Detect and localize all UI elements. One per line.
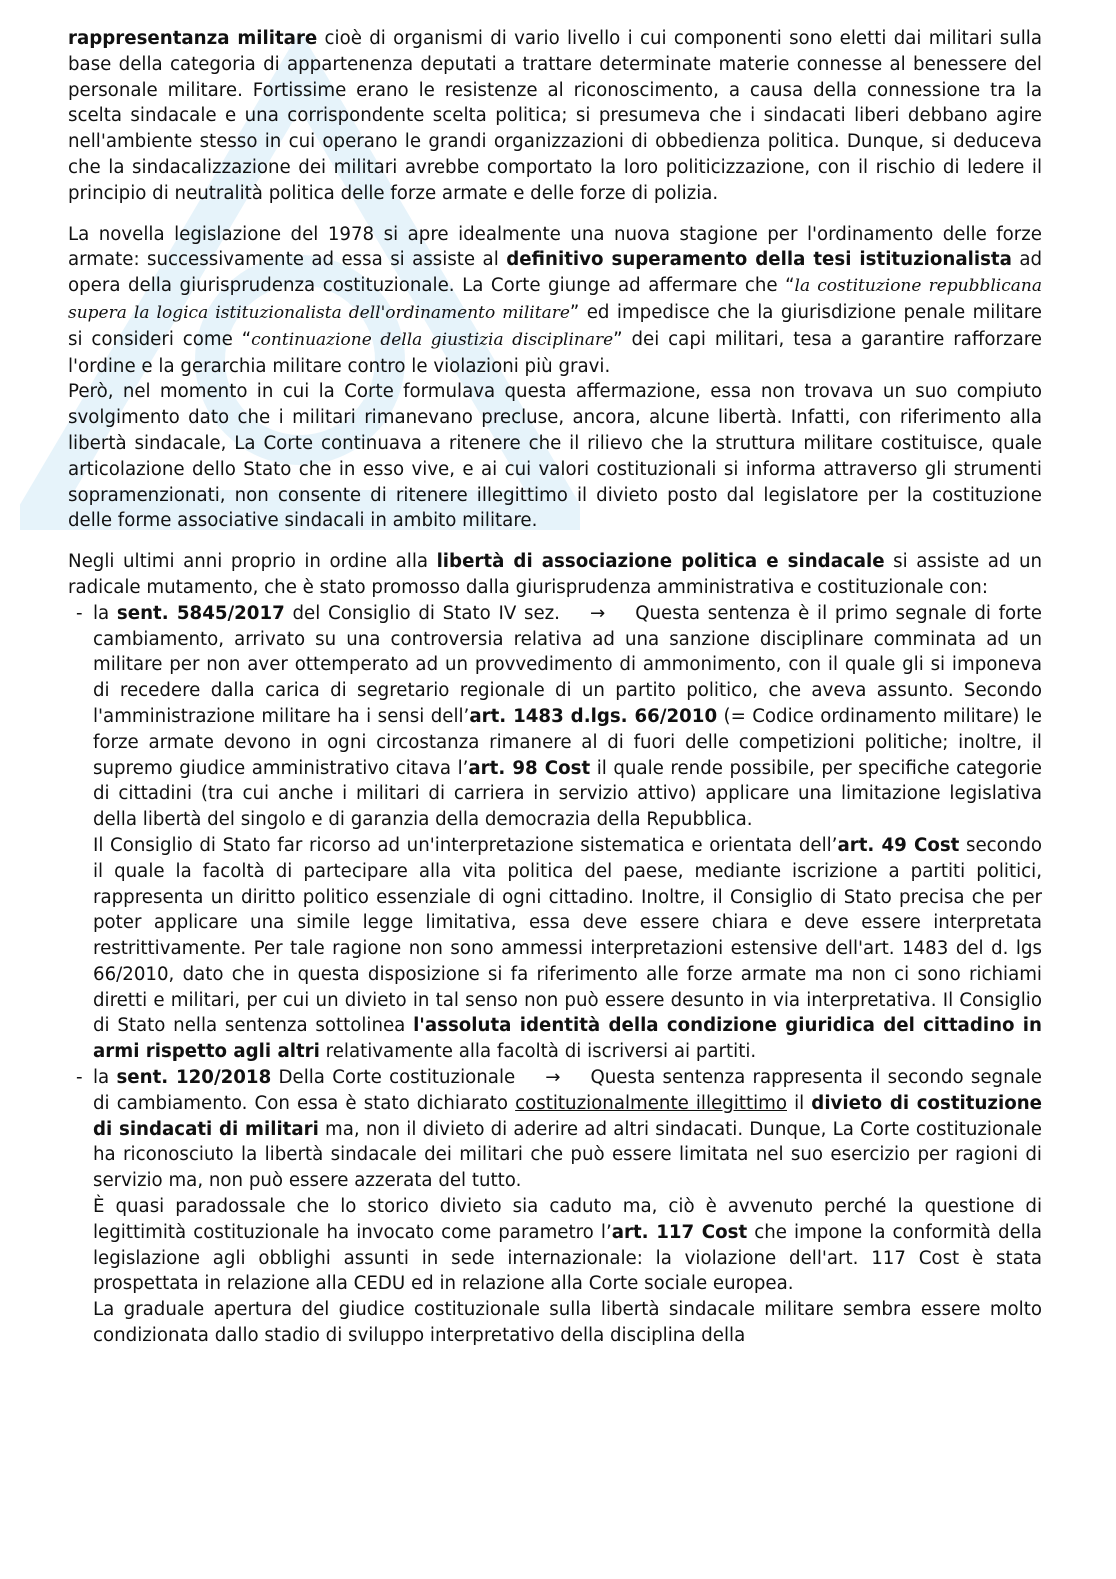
sub-paragraph: La graduale apertura del giudice costituzionale sulla libertà sindacale militare sembra essere molto condizionata dallo stadio di sviluppo interpretativo della disciplina della [93,1299,1042,1347]
right-arrow-icon: → [589,602,606,624]
underlined-term: costituzionalmente illegittimo [515,1092,787,1114]
right-arrow-icon: → [545,1067,561,1089]
quotation: la costituzione repubblicana supera la logica istituzionalista dell'ordinamento militare [68,276,1042,323]
bullet-dash: - [76,602,83,624]
sub-paragraph: Il Consiglio di Stato far ricorso ad un'interpretazione sistematica e orientata dell’art. 49 Cost secondo il quale la facoltà di partecipare alla vita politica del paese, mediante iscrizione a partiti politici, rappresenta un diritto politico essenziale di ogni cittadino. Inoltre, il Consiglio di Stato precisa che per poter applicare una simile legge limitativa, essa deve essere chiara e deve essere interpretata restrittivamente. Per tale ragione non sono ammessi interpretazioni estensive dell'art. 1483 del d. lgs 66/2010, dato che in questa disposizione si fa riferimento alle forze armate ma non ci sono richiami diretti e militari, per cui un divieto in tal senso non può essere desunto in via interpretativa. Il Consiglio di Stato nella sentenza sottolinea l'assoluta identità della condizione giuridica del cittadino in armi rispetto agli altri relativamente alla facoltà di iscriversi ai partiti. [93,834,1042,1063]
rulings-list [68,601,1042,1349]
bold-term: art. 49 Cost [837,834,960,856]
bold-term: libertà di associazione politica e sindacale [436,551,885,573]
list-item: - la sent. 120/2018 Della Corte costituzionale → Questa sentenza rappresenta il secondo segnale di cambiamento. Con essa è stato dichiarato costituzionalmente illegittimo il divieto di costituzione di sindacati di militari ma, non il divieto di aderire ad altri sindacati. Dunque, La Corte costituzionale ha riconosciuto la libertà sindacale dei militari che può essere limitata nel suo esercizio per ragioni di servizio ma, non può essere azzerata del tutto. È quasi paradossale che lo storico divieto sia caduto ma, ciò è avvenuto perché la questione di legittimità costituzionale ha invocato come parametro l’art. 117 Cost che impone la conformità della legislazione agli obblighi assunti in sede internazionale: la violazione dell'art. 117 Cost è stata prospettata in relazione alla CEDU ed in relazione alla Corte sociale europea. La graduale apertura del giudice costituzionale sulla libertà sindacale militare sembra essere molto condizionata dallo stadio di sviluppo interpretativo della disciplina della [68,1065,1042,1349]
sub-paragraph: È quasi paradossale che lo storico divieto sia caduto ma, ciò è avvenuto perché la questione di legittimità costituzionale ha invocato come parametro l’art. 117 Cost che impone la conformità della legislazione agli obblighi assunti in sede internazionale: la violazione dell'art. 117 Cost è stata prospettata in relazione alla CEDU ed in relazione alla Corte sociale europea. [93,1196,1043,1295]
bold-term: art. 117 Cost [611,1221,748,1243]
bold-term: art. 1483 d.lgs. 66/2010 [469,705,718,727]
paragraph-novella-legislazione: La novella legislazione del 1978 si apre idealmente una nuova stagione per l'ordinamento delle forze armate: successivamente ad essa si assiste al definitivo superamento della tesi istituzionalista ad opera della giurisprudenza costituzionale. La Corte giunge ad affermare che “la costituzione repubblicana supera la logica istituzionalista dell'ordinamento militare” ed impedisce che la giurisdizione penale militare si consideri come “continuazione della giustizia disciplinare” dei capi militari, tesa a garantire rafforzare l'ordine e la gerarchia militare contro le violazioni più gravi. [68,223,1043,377]
bold-term: rappresentanza militare [68,28,318,49]
bold-term: divieto di costituzione di sindacati di militari [93,1092,1042,1140]
quotation: continuazione della giustizia disciplinare [251,329,614,350]
bold-term: art. 98 Cost [468,757,591,779]
bullet-dash: - [76,1067,83,1089]
paragraph-negli-ultimi-anni: Negli ultimi anni proprio in ordine alla libertà di associazione politica e sindacale si assiste ad un radicale mutamento, che è stato promosso dalla giurisprudenza amministrativa e costituzionale con: [68,551,1043,598]
paragraph-pero: Però, nel momento in cui la Corte formulava questa affermazione, essa non trovava un suo compiuto svolgimento dato che i militari rimanevano precluse, ancora, alcune libertà. Infatti, con riferimento alla libertà sindacale, La Corte continuava a ritenere che il rilievo che la struttura militare costituisce, quale articolazione dello Stato che in esso vive, e ai cui valori costituzionali si informa attraverso gli strumenti sopramenzionati, non consente di ritenere illegittimo il divieto posto dal legislatore per la costituzione delle forme associative sindacali in ambito militare. [68,381,1042,532]
bold-term: sent. 120/2018 [116,1067,272,1089]
list-item: - la sent. 5845/2017 del Consiglio di Stato IV sez. → Questa sentenza è il primo segnale di forte cambiamento, arrivato su una controversia relativa ad una sanzione disciplinare comminata ad un militare per non aver ottemperato ad un provvedimento di ammonimento, con il quale gli si imponeva di recedere dalla carica di segretario regionale di un partito politico, che aveva assunto. Secondo l'amministrazione militare ha i sensi dell’art. 1483 d.lgs. 66/2010 (= Codice ordinamento militare) le forze armate devono in ogni circostanza rimanere al di fuori delle competizioni politiche; inoltre, il supremo giudice amministrativo citava l’art. 98 Cost il quale rende possibile, per specifiche categorie di cittadini (tra cui anche i militari di carriera in servizio attivo) applicare una limitazione legislativa della libertà del singolo e di garanzia della democrazia della Repubblica. Il Consiglio di Stato far ricorso ad un'interpretazione sistematica e orientata dell’art. 49 Cost secondo il quale la facoltà di partecipare alla vita politica del paese, mediante iscrizione a partiti politici, rappresenta un diritto politico essenziale di ogni cittadino. Inoltre, il Consiglio di Stato precisa che per poter applicare una simile legge limitativa, essa deve essere chiara e deve essere interpretata restrittivamente. Per tale ragione non sono ammessi interpretazioni estensive dell'art. 1483 del d. lgs 66/2010, dato che in questa disposizione si fa riferimento alle forze armate ma non ci sono richiami diretti e militari, per cui un divieto in tal senso non può essere desunto in via interpretativa. Il Consiglio di Stato nella sentenza sottolinea l'assoluta identità della condizione giuridica del cittadino in armi rispetto agli altri relativamente alla facoltà di iscriversi ai partiti. [68,601,1042,1065]
bold-term: l'assoluta identità della condizione giuridica del cittadino in armi rispetto agli altri [93,1015,1042,1063]
bold-term: sent. 5845/2017 [116,602,285,624]
document-page [68,26,1042,1349]
bold-term: definitivo superamento della tesi istituzionalista [506,249,1012,271]
paragraph-rappresentanza: rappresentanza militare cioè di organismi di vario livello i cui componenti sono eletti dai militari sulla base della categoria di appartenenza deputati a trattare determinate materie connesse al benessere del personale militare. Fortissime erano le resistenze al riconoscimento, a causa della connessione tra la scelta sindacale e una corrispondente scelta politica; si presumeva che i sindacati liberi debbano agire nell'ambiente stesso in cui operano le grandi organizzazioni di obbedienza politica. Dunque, si deduceva che la sindacalizzazione dei militari avrebbe comportato la loro politicizzazione, con il rischio di ledere il principio di neutralità politica delle forze armate e delle forze di polizia. [68,28,1042,204]
